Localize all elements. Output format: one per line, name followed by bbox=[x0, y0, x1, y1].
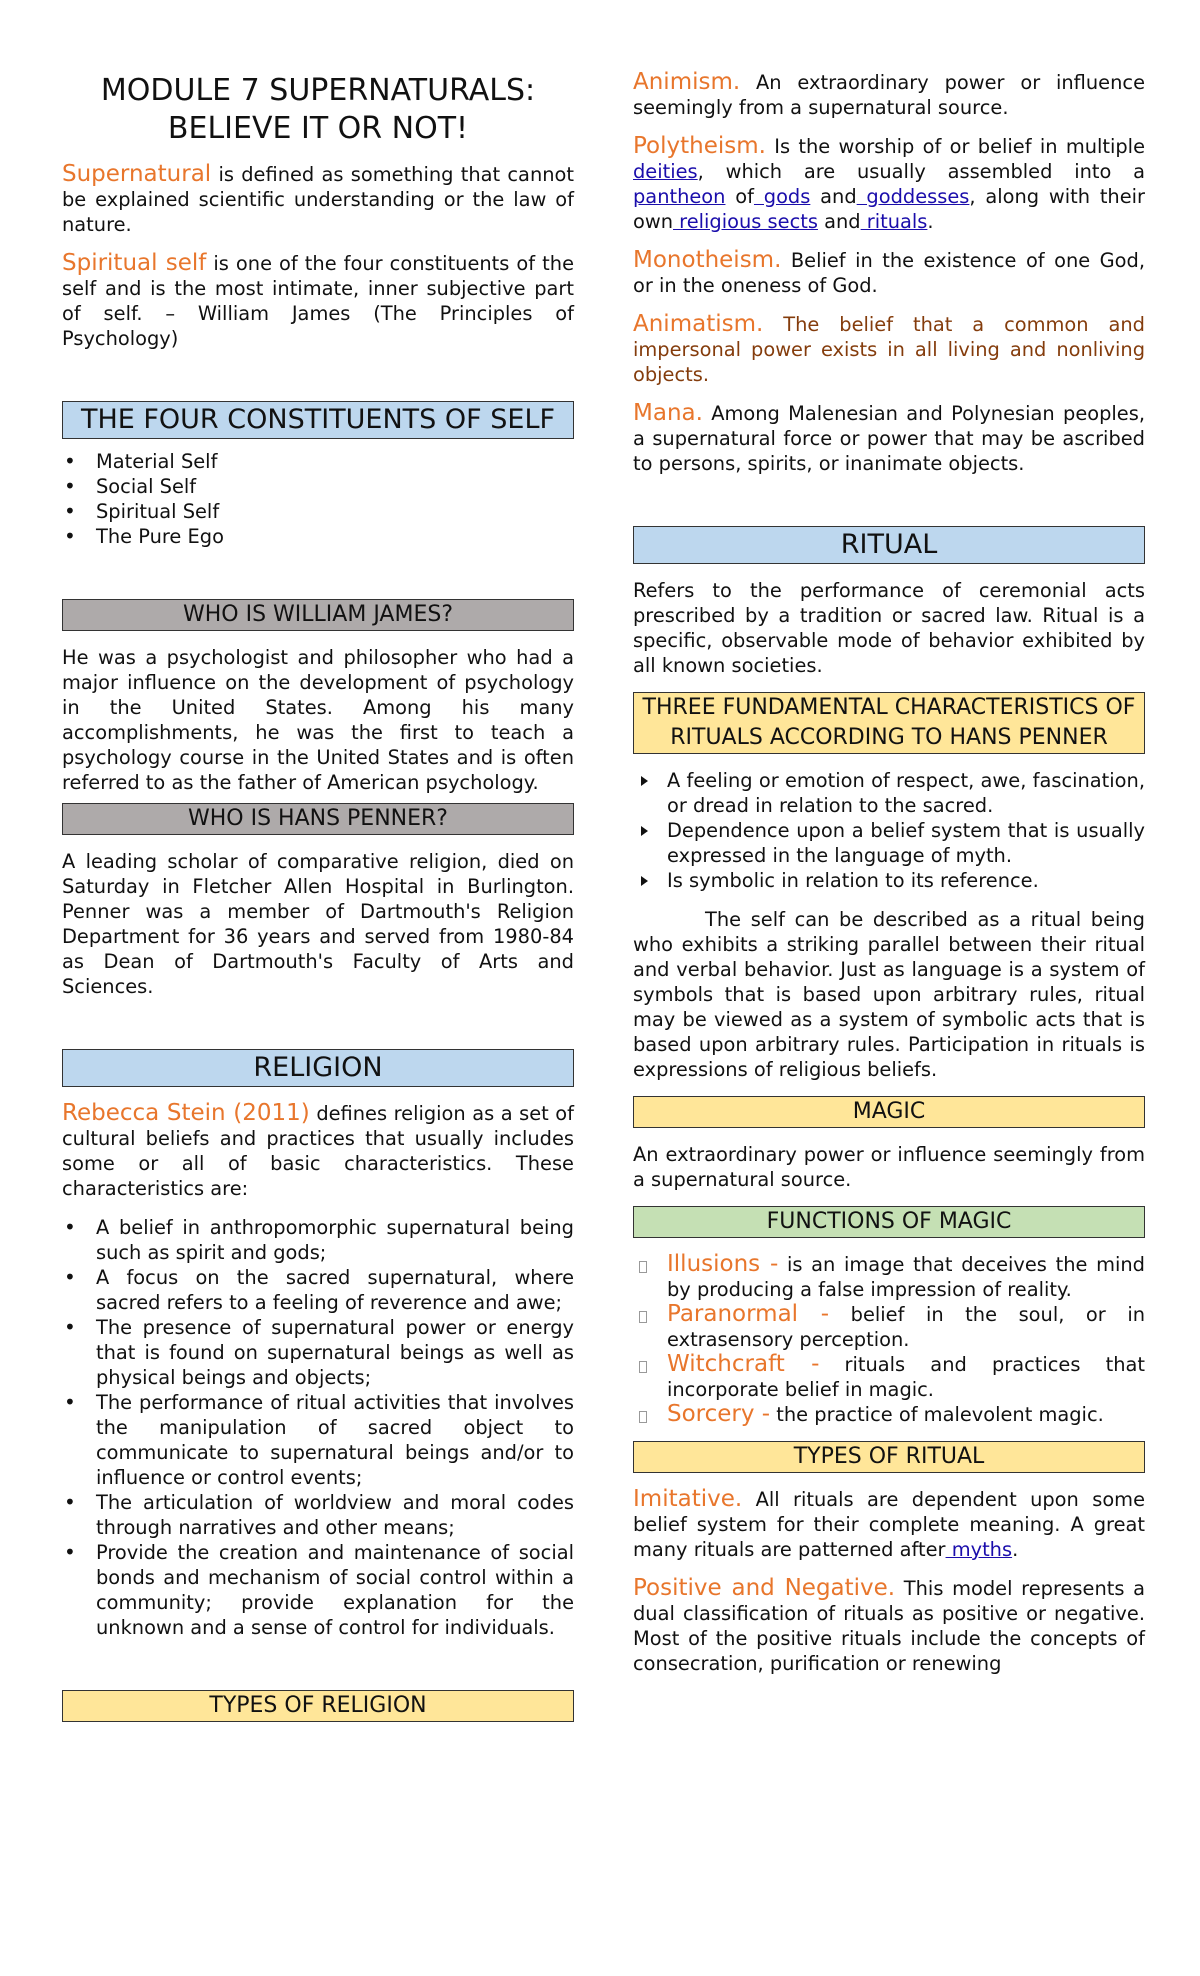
types-of-ritual-heading: TYPES OF RITUAL bbox=[633, 1441, 1145, 1473]
list-item: • The presence of supernatural power or energy that is found on supernatural beings as well as physical beings and objects; bbox=[62, 1315, 574, 1390]
hans-penner-text: A leading scholar of comparative religion, died on Saturday in Fletcher Allen Hospital in Burlington. Penner was a member of Dartmouth's Religion Department for 36 years and served from 1980-84 as Dean of Dartmouth's Faculty of Arts and Sciences. bbox=[62, 850, 574, 998]
polytheism-text: and bbox=[810, 185, 857, 208]
positive-negative-text: This model represents a dual classification of rituals as positive or negative. Most of the positive rituals include the concepts of consecration, purification or renewing bbox=[633, 1577, 1146, 1675]
list-item: • Social Self bbox=[62, 474, 574, 499]
list-item: Is symbolic in relation to its reference. bbox=[633, 868, 1145, 893]
magic-heading: MAGIC bbox=[633, 1096, 1145, 1128]
four-constituents-heading: THE FOUR CONSTITUENTS OF SELF bbox=[62, 401, 574, 439]
polytheism-text: . bbox=[927, 210, 934, 233]
rituals-link[interactable]: rituals bbox=[860, 210, 928, 233]
functions-of-magic-list bbox=[633, 1252, 1145, 1427]
illusions-term: Illusions - bbox=[667, 1251, 779, 1277]
polytheism-term: Polytheism. bbox=[633, 133, 766, 159]
list-item: • The performance of ritual activities that involves the manipulation of sacred object to communicate to supernatural beings and/or to influence or control events; bbox=[62, 1390, 574, 1490]
monotheism-entry bbox=[633, 248, 1145, 298]
list-item: • A focus on the sacred supernatural, where sacred refers to a feeling of reverence and awe; bbox=[62, 1265, 574, 1315]
list-item bbox=[633, 1402, 1145, 1427]
types-of-religion-heading: TYPES OF RELIGION bbox=[62, 1690, 574, 1722]
animatism-text: The belief that a common and impersonal power exists in all living and nonliving objects. bbox=[633, 313, 1145, 386]
myths-link[interactable]: myths bbox=[945, 1538, 1013, 1561]
polytheism-text: of bbox=[725, 185, 754, 208]
rebecca-stein-source: Rebecca Stein (2011) bbox=[62, 1100, 310, 1126]
module-title bbox=[62, 72, 574, 148]
left-column bbox=[62, 66, 574, 1722]
sorcery-text: the practice of malevolent magic. bbox=[770, 1403, 1104, 1426]
animism-term: Animism. bbox=[633, 69, 741, 95]
functions-of-magic-heading: FUNCTIONS OF MAGIC bbox=[633, 1206, 1145, 1238]
animism-entry bbox=[633, 70, 1145, 120]
gods-link[interactable]: gods bbox=[753, 185, 811, 208]
paranormal-text: belief in the soul, or in extrasensory perception. bbox=[667, 1303, 1145, 1351]
penner-characteristics-heading: THREE FUNDAMENTAL CHARACTERISTICS OF RITUALS ACCORDING TO HANS PENNER bbox=[633, 692, 1145, 754]
list-item: • Material Self bbox=[62, 449, 574, 474]
four-constituents-list bbox=[62, 449, 574, 549]
witchcraft-term: Witchcraft - bbox=[667, 1351, 820, 1377]
list-item: • The articulation of worldview and moral codes through narratives and other means; bbox=[62, 1490, 574, 1540]
religion-intro: defines religion as a set of cultural beliefs and practices that usually includes some or all of basic characteristics. These characteristics are: bbox=[62, 1102, 574, 1200]
list-item: Dependence upon a belief system that is usually expressed in the language of myth. bbox=[633, 818, 1145, 868]
religion-heading: RELIGION bbox=[62, 1049, 574, 1087]
supernatural-text: is defined as something that cannot be explained scientific understanding or the law of nature. bbox=[62, 163, 574, 236]
mana-entry bbox=[633, 401, 1145, 476]
goddesses-link[interactable]: goddesses bbox=[856, 185, 970, 208]
witchcraft-text: rituals and practices that incorporate belief in magic. bbox=[667, 1353, 1145, 1401]
sorcery-term: Sorcery - bbox=[667, 1401, 771, 1427]
module-title-line2: BELIEVE IT OR NOT! bbox=[167, 111, 469, 146]
supernatural-definition bbox=[62, 162, 574, 237]
list-item: • The Pure Ego bbox=[62, 524, 574, 549]
imitative-entry bbox=[633, 1487, 1145, 1562]
animatism-entry bbox=[633, 312, 1145, 387]
pantheon-link[interactable]: pantheon bbox=[633, 185, 726, 208]
list-item: • Provide the creation and maintenance of social bonds and mechanism of social control within a community; provide explanation for the unknown and a sense of control for individuals. bbox=[62, 1540, 574, 1640]
magic-text: An extraordinary power or influence seemingly from a supernatural source. bbox=[633, 1143, 1145, 1191]
list-item bbox=[633, 1252, 1145, 1302]
mana-text: Among Malenesian and Polynesian peoples, a supernatural force or power that may be ascribed to persons, spirits, or inanimate objects. bbox=[633, 402, 1145, 475]
polytheism-entry bbox=[633, 134, 1145, 234]
paranormal-term: Paranormal - bbox=[667, 1301, 830, 1327]
list-item: • Spiritual Self bbox=[62, 499, 574, 524]
list-item: • A belief in anthropomorphic supernatural being such as spirit and gods; bbox=[62, 1215, 574, 1265]
polytheism-text: , along with their own bbox=[633, 185, 1146, 233]
mana-term: Mana. bbox=[633, 400, 703, 426]
imitative-term: Imitative. bbox=[633, 1486, 743, 1512]
list-item bbox=[633, 1302, 1145, 1352]
william-james-heading: WHO IS WILLIAM JAMES? bbox=[62, 599, 574, 631]
list-item bbox=[633, 1352, 1145, 1402]
polytheism-text: , which are usually assembled into a bbox=[697, 160, 1145, 183]
monotheism-text: Belief in the existence of one God, or in the oneness of God. bbox=[633, 249, 1145, 297]
illusions-text: is an image that deceives the mind by producing a false impression of reality. bbox=[667, 1253, 1145, 1301]
religious-sects-link[interactable]: religious sects bbox=[673, 210, 818, 233]
list-item: A feeling or emotion of respect, awe, fascination, or dread in relation to the sacred. bbox=[633, 768, 1145, 818]
spiritual-self-term: Spiritual self bbox=[62, 250, 207, 276]
positive-negative-term: Positive and Negative. bbox=[633, 1575, 896, 1601]
imitative-text: All rituals are dependent upon some belief system for their complete meaning. A great many rituals are patterned after bbox=[633, 1488, 1145, 1561]
ritual-heading: RITUAL bbox=[633, 526, 1145, 564]
module-title-line1: MODULE 7 SUPERNATURALS: bbox=[100, 73, 536, 108]
penner-characteristics-list bbox=[633, 768, 1145, 893]
right-column bbox=[633, 70, 1145, 1676]
polytheism-text: Is the worship of or belief in multiple bbox=[765, 135, 1145, 158]
spiritual-self-text: is one of the four constituents of the self and is the most intimate, inner subjective part of self. – William James (The Principles of Psychology) bbox=[62, 252, 574, 350]
deities-link[interactable]: deities bbox=[633, 160, 698, 183]
positive-negative-entry bbox=[633, 1576, 1145, 1676]
religion-characteristics-list bbox=[62, 1215, 574, 1640]
animatism-term: Animatism. bbox=[633, 311, 764, 337]
polytheism-text: and bbox=[817, 210, 861, 233]
monotheism-term: Monotheism. bbox=[633, 247, 782, 273]
supernatural-term: Supernatural bbox=[62, 161, 212, 187]
imitative-text: . bbox=[1012, 1538, 1019, 1561]
ritual-text: Refers to the performance of ceremonial acts prescribed by a tradition or sacred law. Ritual is a specific, observable mode of behavior exhibited by all known societies. bbox=[633, 579, 1145, 677]
spiritual-self-definition bbox=[62, 251, 574, 351]
william-james-text: He was a psychologist and philosopher who had a major influence on the development of psychology in the United States. Among his many accomplishments, he was the first to teach a psychology course in the United States and is often referred to as the father of American psychology. bbox=[62, 646, 574, 794]
religion-definition bbox=[62, 1101, 574, 1201]
ritual-being-paragraph: The self can be described as a ritual being who exhibits a striking parallel between their ritual and verbal behavior. Just as language is a system of symbols that is based upon arbitrary rules, ritual may be viewed as a system of symbolic acts that is based upon arbitrary rules. Participation in rituals is expressions of religious beliefs. bbox=[633, 908, 1145, 1081]
animism-text: An extraordinary power or influence seemingly from a supernatural source. bbox=[633, 71, 1145, 119]
hans-penner-heading: WHO IS HANS PENNER? bbox=[62, 803, 574, 835]
